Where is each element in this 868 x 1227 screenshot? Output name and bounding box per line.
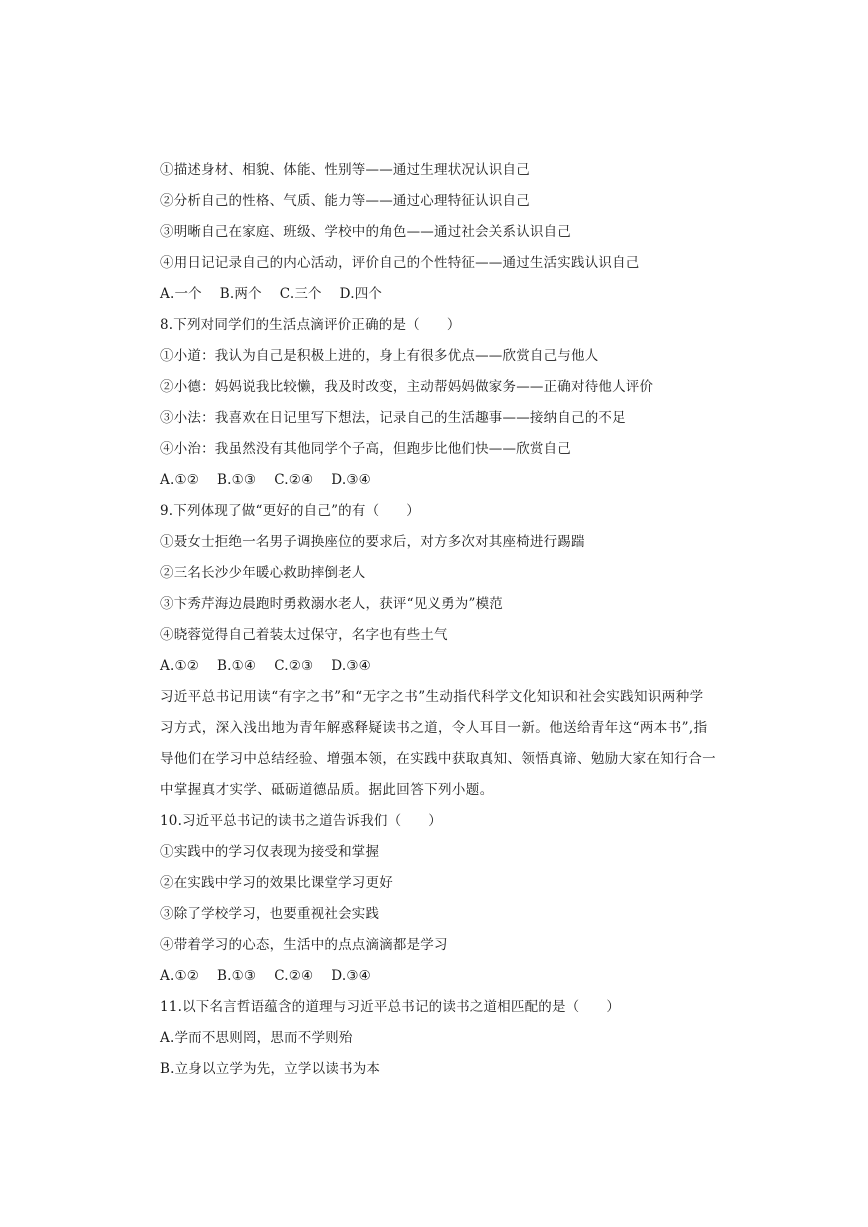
question-10-option-4: ④带着学习的心态，生活中的点点滴滴都是学习: [160, 937, 448, 953]
question-7-option-2: ②分析自己的性格、气质、能力等——通过心理特征认识自己: [160, 193, 530, 209]
question-11-option-b: B.立身以立学为先，立学以读书为本: [160, 1061, 381, 1077]
question-7-option-3: ③明晰自己在家庭、班级、学校中的角色——通过社会关系认识自己: [160, 224, 571, 240]
question-10-block: [160, 806, 720, 992]
question-9-option-3: ③卞秀芹海边晨跑时勇救溺水老人，获评“见义勇为”模范: [160, 596, 504, 612]
question-7-option-4: ④用日记记录自己的内心活动，评价自己的个性特征——通过生活实践认识自己: [160, 255, 640, 271]
question-8-option-4: ④小治：我虽然没有其他同学个子高，但跑步比他们快——欣赏自己: [160, 441, 571, 457]
question-10-option-1: ①实践中的学习仅表现为接受和掌握: [160, 844, 380, 860]
question-9-block: [160, 496, 720, 682]
question-9-option-1: ①聂女士拒绝一名男子调换座位的要求后，对方多次对其座椅进行踢踹: [160, 534, 585, 550]
reading-passage: [160, 682, 720, 806]
question-7-answers: A.一个 B.两个 C.三个 D.四个: [160, 286, 383, 302]
question-8-option-3: ③小法：我喜欢在日记里写下想法，记录自己的生活趣事——接纳自己的不足: [160, 410, 626, 426]
question-8-option-2: ②小德：妈妈说我比较懒，我及时改变，主动帮妈妈做家务——正确对待他人评价: [160, 379, 654, 395]
passage-line-4: 中掌握真才实学、砥砺道德品质。据此回答下列小题。: [160, 782, 494, 798]
question-11-option-a: A.学而不思则罔，思而不学则殆: [160, 1030, 353, 1046]
question-10-answers: A.①② B.①③ C.②④ D.③④: [160, 968, 371, 984]
passage-line-1: 习近平总书记用读“有字之书”和“无字之书”生动指代科学文化知识和社会实践知识两种学: [160, 689, 704, 705]
question-10-stem: 10.习近平总书记的读书之道告诉我们（ ）: [160, 813, 442, 829]
question-8-answers: A.①② B.①③ C.②④ D.③④: [160, 472, 371, 488]
passage-line-3: 导他们在学习中总结经验、增强本领，在实践中获取真知、领悟真谛、勉励大家在知行合一: [160, 751, 716, 767]
exam-page: [160, 155, 720, 1085]
question-9-option-2: ②三名长沙少年暖心救助摔倒老人: [160, 565, 366, 581]
question-9-answers: A.①② B.①④ C.②③ D.③④: [160, 658, 371, 674]
question-7-option-1: ①描述身材、相貌、体能、性别等——通过生理状况认识自己: [160, 162, 530, 178]
question-8-block: [160, 310, 720, 496]
question-8-option-1: ①小道：我认为自己是积极上进的，身上有很多优点——欣赏自己与他人: [160, 348, 599, 364]
question-9-stem: 9.下列体现了做“更好的自己”的有（ ）: [160, 503, 420, 519]
question-10-option-3: ③除了学校学习，也要重视社会实践: [160, 906, 380, 922]
question-11-block: [160, 992, 720, 1085]
question-10-option-2: ②在实践中学习的效果比课堂学习更好: [160, 875, 393, 891]
question-8-stem: 8.下列对同学们的生活点滴评价正确的是（ ）: [160, 317, 461, 333]
question-9-option-4: ④晓蓉觉得自己着装太过保守，名字也有些土气: [160, 627, 448, 643]
passage-line-2: 习方式，深入浅出地为青年解惑释疑读书之道，令人耳目一新。他送给青年这“两本书”,指: [160, 720, 708, 736]
question-11-stem: 11.以下名言哲语蕴含的道理与习近平总书记的读书之道相匹配的是（ ）: [160, 999, 621, 1015]
question-7-block: [160, 155, 720, 310]
